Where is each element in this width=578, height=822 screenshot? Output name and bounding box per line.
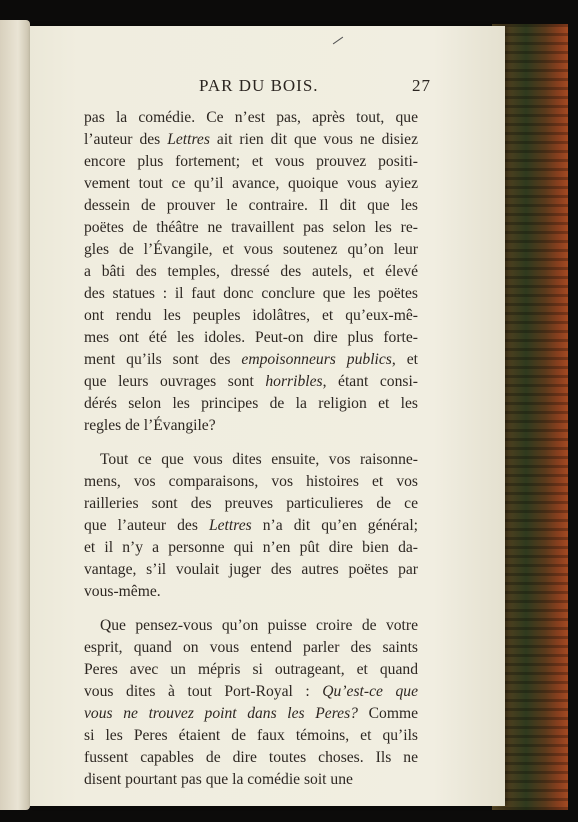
text-run: Tout ce que vous dites ensuite, vos raisonne- — [100, 451, 418, 468]
page-number: 27 — [412, 76, 431, 95]
text-line — [84, 449, 418, 471]
text-line — [84, 637, 418, 659]
text-line — [84, 217, 418, 239]
text-line — [84, 349, 418, 371]
text-line — [84, 415, 418, 437]
text-line — [84, 537, 418, 559]
text-run: que leurs ouvrages sont — [84, 373, 266, 390]
italic-text: horribles — [265, 373, 323, 390]
text-line — [84, 493, 418, 515]
text-run: a bâti des temples, dressé des autels, et élevé — [84, 263, 418, 280]
text-run: vement tout ce qu’il avance, quoique vous ayiez — [84, 175, 418, 192]
text-run: railleries sont des preuves particulieres de ce — [84, 495, 418, 512]
italic-text: Lettres — [167, 131, 210, 148]
text-run: vous-même. — [84, 583, 161, 600]
body-text — [84, 107, 418, 791]
text-line — [84, 471, 418, 493]
text-run: regles de l’Évangile? — [84, 417, 216, 434]
text-run: Comme — [357, 705, 418, 722]
text-line — [84, 305, 418, 327]
text-line — [84, 283, 418, 305]
text-line — [84, 703, 418, 725]
text-run: n’a dit qu’en général; — [251, 517, 419, 534]
text-line — [84, 769, 418, 791]
text-run: esprit, quand on vous entend parler des saints — [84, 639, 418, 656]
pencil-mark — [333, 37, 343, 45]
text-line — [84, 129, 418, 151]
paragraph-gap — [84, 603, 418, 615]
text-run: ait rien dit que vous ne disiez — [209, 131, 418, 148]
text-run: mens, vos comparaisons, vos histoires et vos — [84, 473, 418, 490]
text-line — [84, 681, 418, 703]
text-run: mes ont été les idoles. Peut-on dire plus forte- — [84, 329, 418, 346]
facing-page-edge — [0, 20, 30, 810]
text-line — [84, 239, 418, 261]
text-run: Peres avec un mépris si outrageant, et quand — [84, 661, 418, 678]
text-line — [84, 725, 418, 747]
text-line — [84, 581, 418, 603]
text-run: dessein de prouver le contraire. Il dit que les — [84, 197, 418, 214]
text-run: , et — [391, 351, 418, 368]
text-run: l’auteur des — [84, 131, 168, 148]
running-title: PAR DU BOIS. — [199, 76, 319, 95]
text-line — [84, 173, 418, 195]
text-run: Que pensez-vous qu’on puisse croire de votre — [100, 617, 418, 634]
text-line — [84, 371, 418, 393]
text-run: vous dites à tout Port-Royal : — [84, 683, 323, 700]
text-run: gles de l’Évangile, et vous soutenez qu’on leur — [84, 241, 418, 258]
text-run: que l’auteur des — [84, 517, 209, 534]
text-run: ont rendu les peuples idolâtres, et qu’eux-mê- — [84, 307, 418, 324]
paragraph — [84, 107, 418, 437]
paragraph-gap — [84, 437, 418, 449]
text-run: poëtes de théâtre ne travaillent pas selon les re- — [84, 219, 418, 236]
text-line — [84, 615, 418, 637]
text-line — [84, 659, 418, 681]
text-line — [84, 515, 418, 537]
text-line — [84, 195, 418, 217]
text-run: dérés selon les principes de la religion et les — [84, 395, 418, 412]
text-run: vantage, s’il voulait juger des autres poëtes par — [84, 561, 418, 578]
text-line — [84, 559, 418, 581]
paragraph — [84, 449, 418, 603]
text-line — [84, 261, 418, 283]
text-line — [84, 747, 418, 769]
text-line — [84, 107, 418, 129]
italic-text: empoisonneurs publics — [241, 351, 392, 368]
text-run: encore plus fortement; et vous prouvez positi- — [84, 153, 418, 170]
text-line — [84, 151, 418, 173]
text-line — [84, 327, 418, 349]
text-line — [84, 393, 418, 415]
paragraph — [84, 615, 418, 791]
text-run: disent pourtant pas que la comédie soit une — [84, 771, 353, 788]
text-run: fussent capables de dire toutes choses. Ils ne — [84, 749, 418, 766]
text-run: si les Peres étaient de faux témoins, et qu’ils — [84, 727, 418, 744]
italic-text: Qu’est-ce que — [322, 683, 418, 700]
text-run: ment qu’ils sont des — [84, 351, 242, 368]
text-run: des statues : il faut donc conclure que les poëtes — [84, 285, 418, 302]
italic-text: vous ne trouvez point dans les Peres? — [84, 705, 358, 722]
text-run: , étant consi- — [322, 373, 418, 390]
text-run: pas la comédie. Ce n’est pas, après tout, que — [84, 109, 418, 126]
italic-text: Lettres — [208, 517, 252, 534]
text-run: et il n’y a personne qui n’en pût dire bien da- — [84, 539, 418, 556]
book-page — [30, 26, 505, 806]
